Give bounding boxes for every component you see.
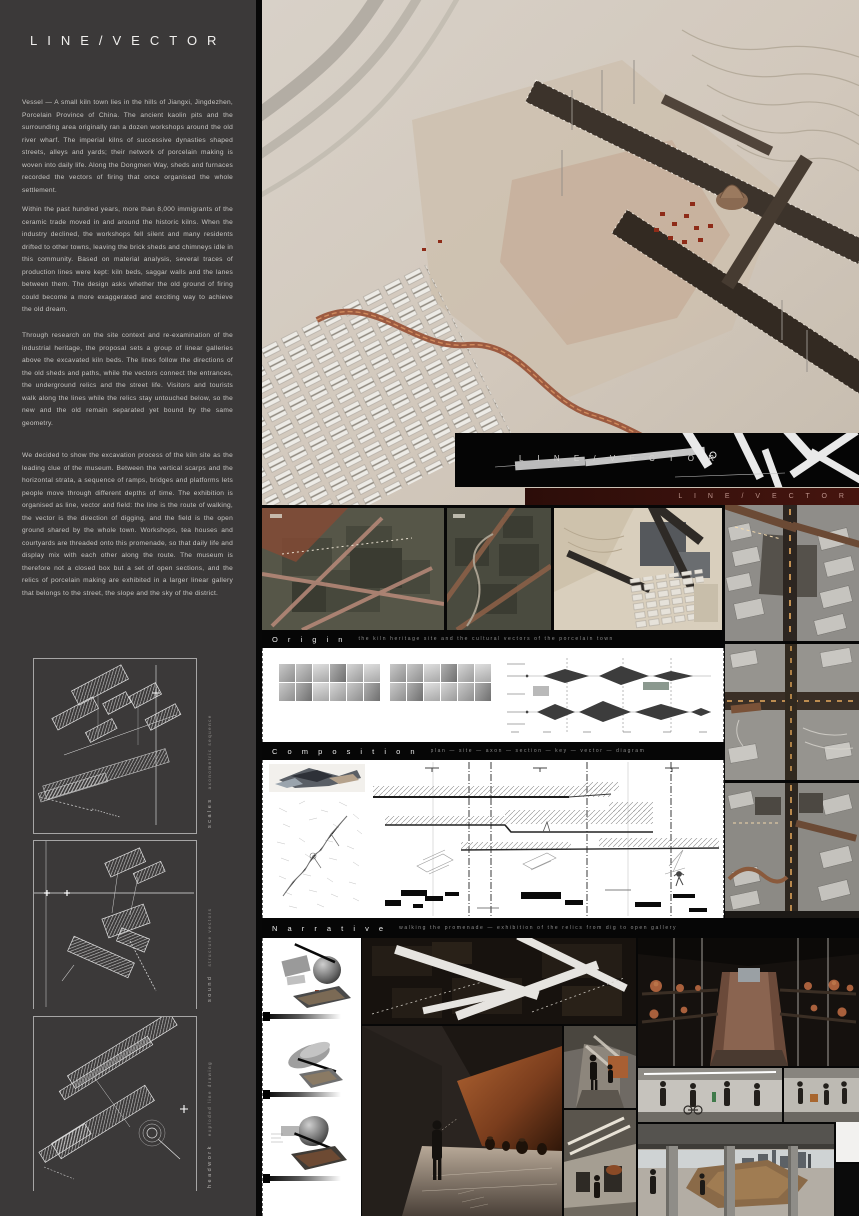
axon-drawing-2 [33,840,197,1009]
map-satellite-roads [447,508,551,630]
narrative-label: N a r r a t i v e [272,923,388,933]
intro-paragraph-2: Within the past hundred years, more than 8,000 immigrants of the ceramic trade moved in and around the historic kilns. When the industry declined, the workshops fell silent and many residents drifted to other towns, leaving the brick sheds and chimneys idle in this community. Based on material analysis, several traces of production lines were kept: kiln beds, saggar walls and the lanes between them. The design asks whether the old ground of firing could become a more exaggerated and exciting way to achieve the old dream. [22,206,233,313]
hero-aerial-render [262,0,859,505]
origin-label: O r i g i n [272,634,347,644]
composition-label: C o m p o s i t i o n [272,746,419,756]
intro-paragraph-1: Vessel — A small kiln town lies in the hills of Jiangxi, Jingdezhen, Porcelain Province of China. The ancient kaolin pits and the surrounding area originally ran a dozen workshops around the old river wharf. The imperial kilns of successive dynasties shaped streets, alleys and yards; their network of porcelain making is woven into daily life. Along the Dongmen Way, sheds and furnaces recorded the vectors of firing that once organised the whole settlement. [22,99,233,194]
section-bar-origin [262,630,722,648]
street-people-photo-1 [638,1068,782,1122]
origin-panel [262,648,724,742]
render-column-3 [725,783,859,918]
night-aerial-crossing [362,938,636,1024]
under-slab-excavation [638,1124,834,1216]
vertical-caption-2: sound structure vectors [207,907,213,1002]
section-bar-narrative [262,918,859,938]
title-strip [525,488,859,505]
hero-banner [455,433,859,487]
origin-subtitle: the kiln heritage site and the cultural vectors of the porcelain town [358,636,614,642]
intro-paragraph-3: Through research on the site context and re-examination of the industrial heritage, the proposal sets a group of linear galleries above the excavated kiln beds. The lines follow the directions of the old sheds and paths, while the vectors connect the entrances, the underground relics and the street life. Visitors and tourists walk along the lines while the relics stay untouched below, so the new and the old remain separated yet bound by the same geometry. [22,332,233,427]
map-satellite-vectors [262,508,444,630]
sidebar [0,0,256,1216]
cave-gallery-interior [362,1026,562,1216]
axon-drawing-1 [33,658,197,834]
intro-paragraph-4: We decided to show the excavation process of the kiln site as the leading clue of the museum. Between the vertical scarps and the horizontal strata, a sequence of ramps, bridges and platforms lets people move through different depths of time. The exhibition is organised as line, vector and field: the line is the route of walking, the vector is the direction of digging, and the field is the open ground shared by the whole town. Workshops, tea houses and courtyards are threaded onto this promenade, so that daily life and display mix with each other along the route. The museum is therefore not a closed box but a set of open sections, and the relics of porcelain making are exhibited in a larger linear gallery that belongs to the street, the slope and the sky of the district. [22,452,233,597]
section-bar-composition [262,742,722,760]
render-column-1 [725,505,859,641]
composition-thumb-render [269,764,365,792]
sunlit-corridor-interior [564,1026,636,1108]
composition-panel [262,760,724,918]
vertical-caption-1: scales axonometric sequence [207,714,213,828]
corner-black-block [836,1164,859,1216]
map-siteplan-render [554,508,722,630]
photo-filmstrip [279,664,491,701]
vertical-caption-3: headwork exploded line drawing [207,1061,213,1188]
render-column-2 [725,644,859,780]
narrative-subtitle: walking the promenade — exhibition of the relics from dig to open gallery [399,925,678,931]
banner-title: L I N E / V E C T O R [519,454,720,463]
corner-white-block [836,1122,859,1162]
artifact-vignette-column [262,938,361,1216]
axon-drawing-3 [33,1016,197,1191]
composition-sections [373,762,719,916]
skylit-gallery-interior [564,1110,636,1216]
street-people-photo-2 [784,1068,859,1122]
strata-diagram [503,654,715,736]
composition-sketch-map [269,794,369,914]
strip-title: L I N E / V E C T O R [678,493,849,500]
page-title: LINE/VECTOR [30,33,227,48]
shelf-corridor-gallery [638,938,859,1066]
composition-subtitle: plan — site — axon — section — key — vector — diagram [430,748,646,754]
